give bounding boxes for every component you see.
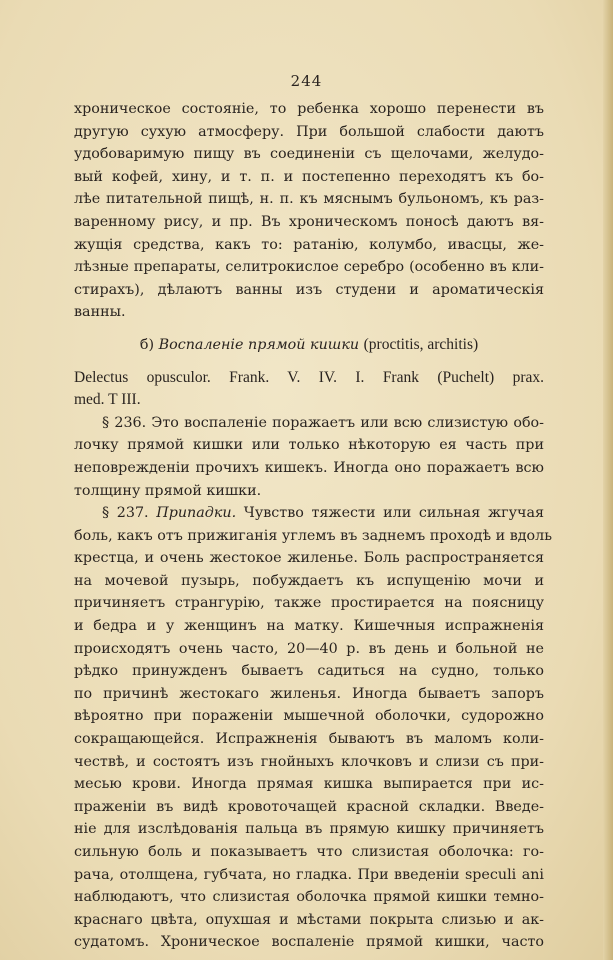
- page-edge: [603, 0, 613, 960]
- text-line: наблюдаютъ, что слизистая оболочка прямой кишки темно-: [74, 889, 544, 906]
- text-line: удобоваримую пищу въ соединенiи съ щелочами, желудо-: [74, 146, 544, 163]
- text-fragment: Чувство тяжести или сильная жгучая: [243, 505, 544, 522]
- text-line: на мочевой пузырь, побуждаетъ къ испущенiю мочи и: [74, 572, 544, 589]
- reference-line: med. T III.: [74, 391, 141, 409]
- text-line: варенному рису, и пр. Въ хроническомъ поносѣ даютъ вя-: [74, 213, 544, 230]
- section-heading-latin: (proctitis, architis): [363, 335, 479, 353]
- text-line: стирахъ), дѣлаютъ ванны изъ студени и ароматическiя: [74, 281, 544, 298]
- page-number: 244: [290, 72, 323, 90]
- section-heading-prefix: б): [139, 336, 155, 353]
- text-line: и бедра и у женщинъ на матку. Кишечныя испражненiя: [74, 618, 544, 635]
- text-line: по причинѣ жестокаго жиленья. Иногда бываетъ запоръ: [74, 685, 544, 702]
- text-line: вѣроятно при пораженiи мышечной оболочки, судорожно: [74, 708, 544, 725]
- page-text: [74, 98, 553, 954]
- reference-line: Delectus opusculor. Frank. V. IV. I. Frank (Puchelt) prax.: [74, 368, 544, 386]
- text-line: жущiя средства, какъ то: ратанiю, колумбо, ивасцы, же-: [74, 236, 544, 253]
- section-heading: [74, 334, 544, 357]
- references: [74, 367, 544, 412]
- paragraph-237: [74, 502, 553, 954]
- text-line: сокращающейся. Испражненiя бываютъ въ маломъ коли-: [74, 731, 544, 748]
- section-label: Припадки.: [156, 505, 237, 522]
- text-line: рѣдко принужденъ бываетъ садиться на судно, только: [74, 663, 544, 680]
- text-line: лѣе питательной пищѣ, н. п. къ мяснымъ бульономъ, къ раз-: [74, 191, 544, 208]
- section-number: § 237.: [102, 505, 149, 522]
- text-line: другую сухую атмосферу. При большой слабости даютъ: [74, 123, 544, 140]
- paragraph-237-first-line: [74, 502, 544, 525]
- text-line: вый кофей, хину, и т. п. и постепенно переходятъ къ бо-: [74, 168, 544, 185]
- text-line: неповрежденiи прочихъ кишекъ. Иногда оно поражаетъ всю: [74, 459, 544, 476]
- text-line: праженiи въ видѣ кровоточащей красной складки. Введе-: [74, 798, 544, 815]
- text-line: лѣзные препараты, селитрокислое серебро (особенно въ кли-: [74, 259, 544, 276]
- paragraph-continuation: [74, 98, 544, 324]
- text-line: судатомъ. Хроническое воспаленiе прямой кишки, часто: [74, 934, 544, 951]
- text-line: сильную боль и показываетъ что слизистая оболочка: го-: [74, 844, 544, 860]
- text-line: причиняетъ странгурiю, также простирается на поясницу: [74, 595, 544, 612]
- text-line: боль, какъ отъ прижиганiя углемъ въ заднемъ проходѣ и вдоль: [74, 527, 553, 544]
- text-line: рача, отолщена, губчата, но гладка. При введенiи speculi ani: [74, 866, 544, 883]
- text-line: нiе для изслѣдованiя пальца въ прямую кишку причиняетъ: [74, 821, 544, 838]
- section-heading-title: Воспаленiе прямой кишки: [158, 336, 360, 353]
- text-line: крестца, и очень жестокое жиленье. Боль распространяется: [74, 550, 544, 567]
- text-line: хроническое состоянie, то ребенка хорошо перенести въ: [74, 101, 544, 117]
- text-line: лочку прямой кишки или только нѣкоторую ея часть при: [74, 437, 544, 454]
- paragraph-236: [74, 412, 544, 502]
- text-line: происходятъ очень часто, 20—40 р. въ день и больной не: [74, 640, 544, 657]
- text-line: чествѣ, и состоятъ изъ гнойныхъ клочковъ и слизи съ при-: [74, 753, 544, 770]
- text-line: § 236. Это воспаленiе поражаетъ или всю слизистую обо-: [102, 414, 544, 431]
- text-line: ванны.: [74, 304, 126, 321]
- text-line: месью крови. Иногда прямая кишка выпирается при ис-: [74, 776, 544, 793]
- text-line: толщину прямой кишки.: [74, 482, 262, 499]
- text-line: краснаго цвѣта, опухшая и мѣстами покрыта слизью и ак-: [74, 911, 544, 928]
